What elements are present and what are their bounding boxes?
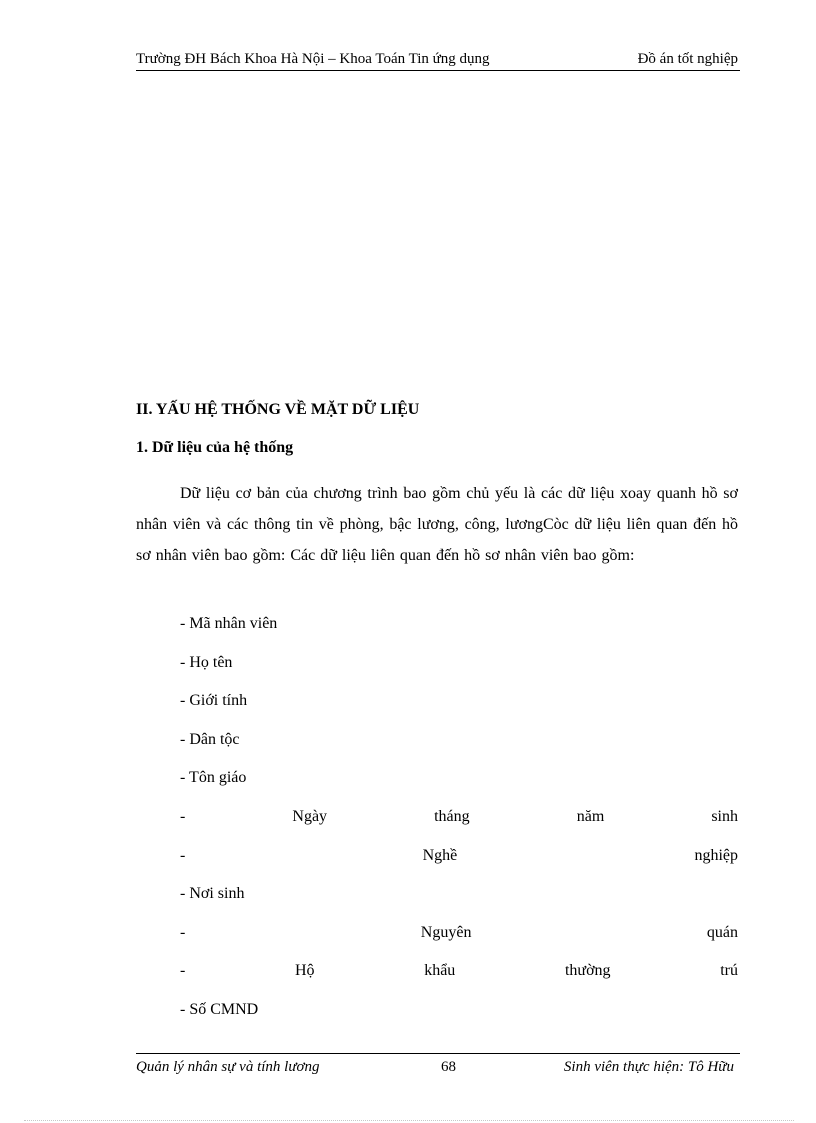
word: khẩu [424, 962, 456, 979]
body-paragraph: Dữ liệu cơ bản của chương trình bao gồm chủ yếu là các dữ liệu xoay quanh hồ sơ nhân viên và các thông tin về phòng, bậc lương, công, lươngCòc dữ liệu liên quan đến hồ sơ nhân viên bao gồm: Các dữ liệu liên quan đến hồ sơ nhân viên bao gồm: [136, 485, 738, 564]
list-item-ton-giao: - Tôn giáo [180, 769, 247, 786]
word: Hộ [294, 962, 315, 979]
section-title: II. YẤU HỆ THỐNG VỀ MẶT DỮ LIỆU [136, 401, 420, 418]
list-item-ho-khau-thuong-tru [180, 961, 738, 981]
word: thường [564, 962, 611, 979]
word: - [180, 962, 186, 979]
list-item-noi-sinh: - Nơi sinh [180, 885, 245, 902]
word: Ngày [292, 808, 328, 825]
list-item-so-cmnd: - Số CMND [180, 1001, 259, 1018]
footer-author: Sinh viên thực hiện: Tô Hữu [563, 1059, 734, 1075]
list-item-nguyen-quan [180, 923, 738, 943]
list-item-ngay-thang-nam-sinh [180, 807, 738, 827]
header-school: Trường ĐH Bách Khoa Hà Nội – Khoa Toán Tin ứng dụng [136, 51, 490, 67]
list-item-gioi-tinh: - Giới tính [180, 692, 248, 709]
list-item-nghe-nghiep [180, 846, 738, 866]
list-item-ho-ten: - Họ tên [180, 654, 233, 671]
word: Nguyên [420, 924, 472, 941]
word: sinh [711, 808, 738, 825]
list-item-ma-nhan-vien: - Mã nhân viên [180, 615, 278, 632]
page-bottom-divider [24, 1120, 794, 1121]
footer-title: Quản lý nhân sự và tính lương [136, 1059, 320, 1075]
list-item-dan-toc: - Dân tộc [180, 731, 240, 748]
word: - [180, 847, 186, 864]
word: - [180, 924, 186, 941]
word: Nghề [422, 847, 458, 864]
subsection-title: 1. Dữ liệu của hệ thống [136, 439, 294, 456]
word: tháng [434, 808, 470, 825]
word: trú [720, 962, 738, 979]
word: nghiệp [694, 847, 738, 864]
page-footer [136, 1053, 740, 1078]
page-header [136, 50, 740, 71]
header-doc-type: Đồ án tốt nghiệp [637, 51, 738, 67]
page-number: 68 [441, 1059, 456, 1075]
word: quán [706, 924, 738, 941]
word: năm [576, 808, 605, 825]
word: - [180, 808, 186, 825]
